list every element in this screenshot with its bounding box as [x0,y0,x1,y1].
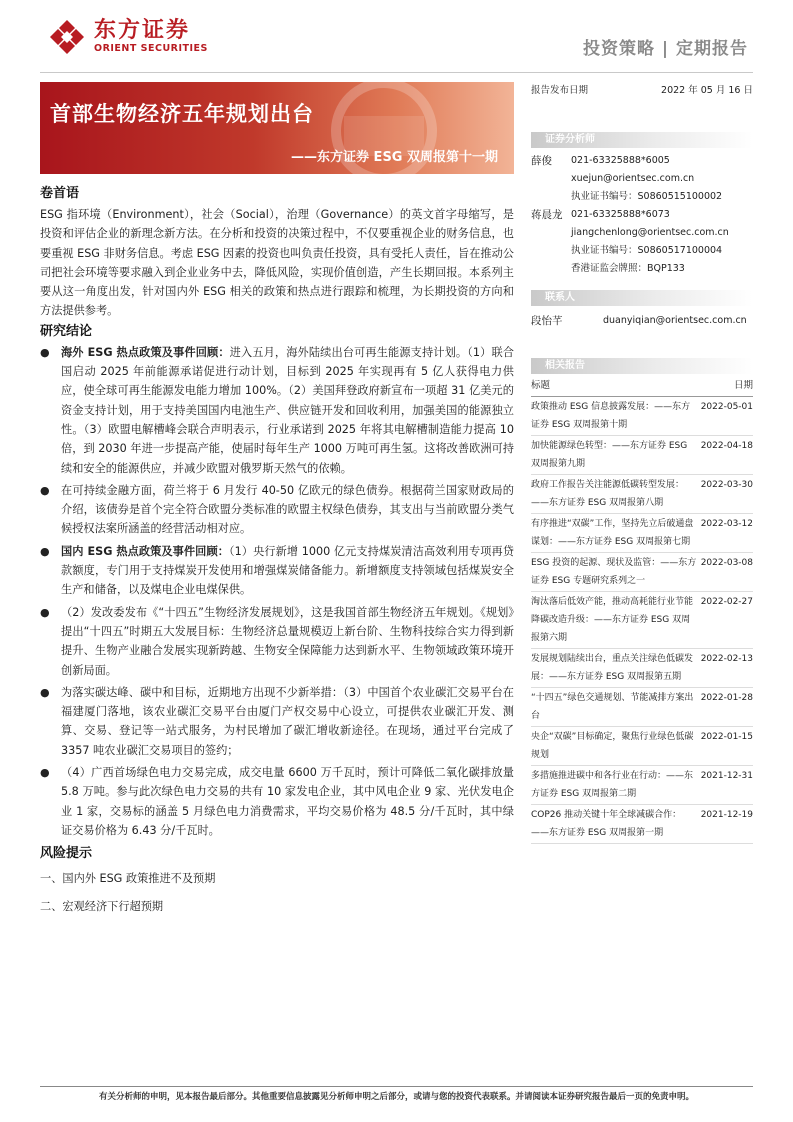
related-reports-list [531,397,753,844]
analyst-hk-license: 香港证监会牌照：BQP133 [571,263,685,274]
orient-logo-icon [48,18,86,56]
related-report-title: 淘汰落后低效产能，推动高耗能行业节能降碳改造升级：——东方证券 ESG 双周报第六期 [531,597,694,643]
related-report-date: 2021-12-31 [700,771,753,781]
report-date-row [531,82,753,100]
analyst-phone: 021-63325888*6005 [571,155,670,166]
report-subtitle: ——东方证券 ESG 双周报第十一期 [291,150,498,165]
related-report-row[interactable] [531,766,753,805]
contact-email[interactable]: duanyiqian@orientsec.com.cn [603,315,747,326]
analyst-cert: 执业证书编号：S0860517100004 [571,245,723,256]
related-report-row[interactable] [531,688,753,727]
report-category: 投资策略 | 定期报告 [582,39,748,59]
analysts-heading: 证券分析师 [531,132,753,148]
list-item [40,542,514,600]
related-report-title: 加快能源绿色转型：——东方证券 ESG 双周报第九期 [531,441,688,469]
related-report-row[interactable] [531,475,753,514]
item-lead: 海外 ESG 热点政策及事件回顾： [61,345,230,359]
contact-name: 段怡芊 [531,315,563,327]
list-item [40,683,514,760]
logo-chinese-name: 东方证券 [94,18,191,43]
related-report-row[interactable] [531,805,753,844]
related-report-title: 政策推动 ESG 信息披露发展：——东方证券 ESG 双周报第十期 [531,402,691,430]
related-report-title: “十四五”绿色交通规划、节能减排方案出台 [531,693,694,721]
related-report-row[interactable] [531,727,753,766]
analyst-email[interactable]: jiangchenlong@orientsec.com.cn [571,227,729,238]
analyst-entry [531,152,753,206]
bullet-icon: ● [40,766,50,780]
list-item [40,343,514,478]
related-table-header [531,378,753,397]
related-report-title: 政府工作报告关注能源低碳转型发展：——东方证券 ESG 双周报第八期 [531,480,685,508]
sidebar [531,82,753,844]
related-col-title: 标题 [531,380,551,391]
related-report-row[interactable] [531,436,753,475]
related-report-date: 2022-03-08 [700,558,753,568]
risk-item: 一、国内外 ESG 政策推进不及预期 [40,872,216,886]
related-report-row[interactable] [531,553,753,592]
related-heading: 相关报告 [531,358,753,374]
main-content [40,183,514,925]
item-text: （1）央行新增 1000 亿元支持煤炭清洁高效利用专项再贷款额度，专门用于支持煤炭开发使用和增强煤炭储备能力。新增额度支持领域包括煤炭安全生产和储备，以及煤电企业电煤保供。 [61,544,514,597]
intro-heading: 卷首语 [40,186,80,201]
related-report-title: 多措施推进碳中和各行业在行动：——东方证券 ESG 双周报第二期 [531,771,694,799]
related-report-title: 发展规划陆续出台，重点关注绿色低碳发展：——东方证券 ESG 双周报第五期 [531,654,694,682]
item-text: （4）广西首场绿色电力交易完成，成交电量 6600 万千瓦时，预计可降低二氧化碳排放量 5.8 万吨。参与此次绿色电力交易的共有 10 家发电企业，其中风电企业 9 家、光伏发电企业 1 家，交易标的涵盖 5 月绿色电力消费需求，平均交易价格为 48.5 分/千瓦时，其中绿证交易价格为 6.43 分/千瓦时。 [61,766,514,837]
list-item [40,603,514,680]
bullet-icon: ● [40,544,50,558]
related-report-date: 2022-03-12 [700,519,753,529]
analyst-name: 薛俊 [531,155,552,167]
item-text: 进入五月，海外陆续出台可再生能源支持计划。（1）联合国启动 2025 年前能源承诺促进行动计划，目标到 2025 年实现再有 5 亿人获得电力供应，使全球可再生能源发电能力增加 100%。（2）美国拜登政府新宣布一项超 31 亿美元的资金支持计划，用于支持美国国内电池生产、供应链开发和回收利用，加强美国的能源独立性。（3）欧盟电解槽峰会联合声明表示，行业承诺到 2025 年将其电解槽制造能力提高 10 倍，到 2030 年进一步提高产能，使届时每年生产 1000 万吨可再生氢。这将改善欧洲可持续和安全的能源供应，并减少欧盟对俄罗斯天然气的依赖。 [61,345,514,475]
related-report-title: ESG 投资的起源、现状及监管：——东方证券 ESG 专题研究系列之一 [531,558,697,586]
title-banner [40,82,514,174]
intro-text: ESG 指环境（Environment），社会（Social），治理（Governance）的英文首字母缩写，是投资和评估企业的新理念新方法。在分析和投资的决策过程中，不仅要重视企业的财务信息，也要重视 ESG 非财务信息。考虑 ESG 因素的投资也叫负责任投资，具有受托人责任，旨在推动公司把社会环境等要求融入到企业业务中去，降低风险，实现价值创造，产生长期回报。本系列主要从这一角度出发，针对国内外 ESG 相关的政策和热点进行跟踪和梳理，为长期投资的方向和方法提供参考。 [40,208,514,318]
related-report-row[interactable] [531,514,753,553]
related-report-row[interactable] [531,397,753,436]
report-title: 首部生物经济五年规划出台 [50,102,314,126]
conclusions-heading: 研究结论 [40,323,93,339]
item-text: 为落实碳达峰、碳中和目标，近期地方出现不少新举措：（3）中国首个农业碳汇交易平台在福建厦门落地，该农业碳汇交易平台由厦门产权交易中心设立，可提供农业碳汇开发、测算、交易、登记等一站式服务，为村民增加了碳汇增收新途径。在现场，通过平台完成了 3357 吨农业碳汇交易项目的签约； [61,685,514,757]
related-report-date: 2021-12-19 [700,810,753,820]
item-lead: 国内 ESG 热点政策及事件回顾： [61,544,229,558]
footer-disclaimer: 有关分析师的申明，见本报告最后部分。其他重要信息披露见分析师申明之后部分，或请与您的投资代表联系。并请阅读本证券研究报告最后一页的免责申明。 [98,1092,694,1102]
contact-heading: 联系人 [531,290,753,306]
related-report-date: 2022-01-15 [700,732,753,742]
related-report-date: 2022-03-30 [700,480,753,490]
header-divider [40,72,753,73]
risk-item: 二、宏观经济下行超预期 [40,900,164,914]
related-report-date: 2022-02-13 [700,654,753,664]
related-report-row[interactable] [531,649,753,688]
related-report-title: 央企“双碳”目标确定，聚焦行业绿色低碳规划 [531,732,694,760]
analyst-phone: 021-63325888*6073 [571,209,670,220]
bullet-icon: ● [40,685,50,699]
related-report-date: 2022-01-28 [700,693,753,703]
risks-heading: 风险提示 [40,846,93,862]
related-report-title: 有序推进“双碳”工作，坚持先立后破通盘谋划：——东方证券 ESG 双周报第七期 [531,519,694,547]
report-date-label: 报告发布日期 [531,85,589,96]
bullet-icon: ● [40,345,50,359]
list-item [40,763,514,840]
bullet-icon: ● [40,483,50,497]
related-col-date: 日期 [733,380,753,391]
related-report-date: 2022-05-01 [700,402,753,412]
brand-logo [48,18,208,56]
related-report-date: 2022-04-18 [700,441,753,451]
report-date-value: 2022 年 05 月 16 日 [661,85,753,96]
list-item [40,481,514,539]
conclusions-list [40,343,514,840]
analyst-cert: 执业证书编号：S0860515100002 [571,191,723,202]
related-report-title: COP26 推动关键十年全球减碳合作：——东方证券 ESG 双周报第一期 [531,810,682,838]
item-text: （2）发改委发布《“十四五”生物经济发展规划》，这是我国首部生物经济五年规划。《规划》提出“十四五”时期五大发展目标：生物经济总量规模迈上新台阶、生物科技综合实力得到新提升、生物产业融合发展实现新跨越、生物安全保障能力达到新水平、生物领域政策环境开创新局面。 [61,605,514,677]
bullet-icon: ● [40,605,50,619]
analyst-name: 蒋晨龙 [531,209,563,221]
item-text: 在可持续金融方面，荷兰将于 6 月发行 40-50 亿欧元的绿色债券。根据荷兰国家财政局的介绍，该债券是首个完全符合欧盟分类标准的欧盟主权绿色债券，其支出与当前欧盟分类气候授权法案所涵盖的经营活动相对应。 [61,483,514,536]
logo-english-name: ORIENT SECURITIES [94,43,208,54]
analyst-email[interactable]: xuejun@orientsec.com.cn [571,173,695,184]
analyst-entry [531,206,753,278]
related-report-row[interactable] [531,592,753,649]
footer-divider [40,1086,753,1087]
contact-entry [531,312,753,330]
related-report-date: 2022-02-27 [700,597,753,607]
